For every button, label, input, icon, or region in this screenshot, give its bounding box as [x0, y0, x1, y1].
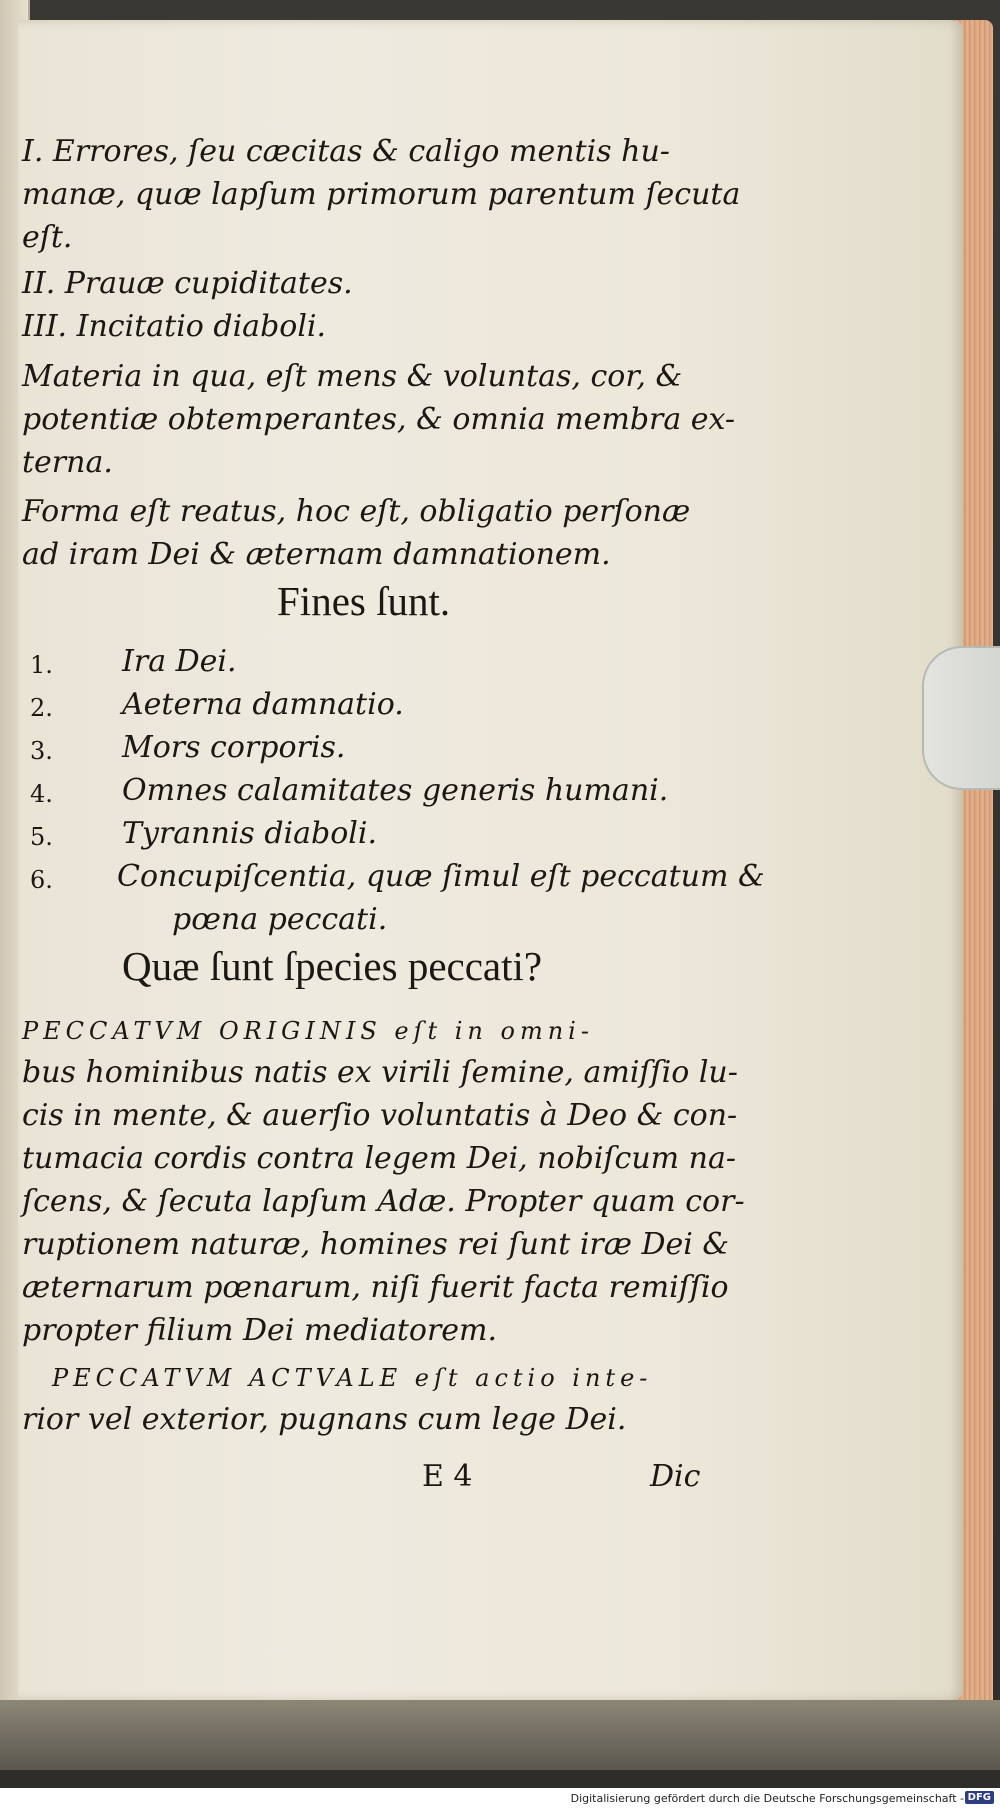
small-caps-line: PECCATVM ACTVALE eſt actio inte- — [52, 1364, 653, 1392]
fines-number: 2. — [30, 694, 53, 722]
fines-item: Ira Dei. — [122, 644, 237, 679]
page-clip — [922, 646, 1000, 790]
text-line: potentiæ obtemperantes, & omnia membra ex- — [22, 402, 736, 437]
text-line: terna. — [22, 445, 113, 480]
book-bottom-edge — [0, 1700, 1000, 1770]
text-line: bus hominibus natis ex virili ſemine, amiſſio lu- — [22, 1055, 738, 1090]
signature-mark: E 4 — [422, 1459, 473, 1494]
text-line: III. Incitatio diaboli. — [22, 309, 327, 344]
text-line: Forma eſt reatus, hoc eſt, obligatio perſonæ — [22, 494, 691, 529]
text-line: eſt. — [22, 220, 73, 255]
catchword: Dic — [650, 1459, 701, 1494]
fines-number: 5. — [30, 823, 53, 851]
fines-heading: Fines ſunt. — [277, 578, 451, 624]
fines-item: Mors corporis. — [122, 730, 346, 765]
text-line: propter filium Dei mediatorem. — [22, 1313, 498, 1348]
fines-number: 3. — [30, 737, 53, 765]
fines-item: Concupiſcentia, quæ ſimul eſt peccatum & — [117, 859, 765, 894]
text-line: II. Prauæ cupiditates. — [22, 266, 353, 301]
fines-item: Tyrannis diaboli. — [122, 816, 378, 851]
text-line: ruptionem naturæ, homines rei ſunt iræ Dei & — [22, 1227, 730, 1262]
fines-item-continued: pœna peccati. — [172, 902, 388, 937]
text-line: æternarum pœnarum, niſi fuerit facta remiſſio — [22, 1270, 729, 1305]
fines-item: Aeterna damnatio. — [122, 687, 404, 722]
dfg-logo: DFG — [965, 1791, 994, 1804]
fines-number: 4. — [30, 780, 53, 808]
species-heading: Quæ ſunt ſpecies peccati? — [122, 943, 543, 989]
fines-number: 6. — [30, 866, 53, 894]
text-line — [52, 1355, 652, 1400]
fines-item: Omnes calamitates generis humani. — [122, 773, 669, 808]
text-line: Materia in qua, eſt mens & voluntas, cor, & — [22, 359, 683, 394]
fines-number: 1. — [30, 651, 53, 679]
text-line: manæ, quæ lapſum primorum parentum ſecuta — [22, 177, 741, 212]
text-line: ad iram Dei & æternam damnationem. — [22, 537, 611, 572]
footer-credit: Digitalisierung gefördert durch die Deutsche Forschungsgemeinschaft - — [570, 1792, 964, 1805]
text-line: I. Errores, ſeu cæcitas & caligo mentis hu- — [22, 134, 670, 169]
text-line — [22, 1008, 594, 1053]
text-line: rior vel exterior, pugnans cum lege Dei. — [22, 1402, 627, 1437]
text-line: cis in mente, & auerſio voluntatis à Deo & con- — [22, 1098, 738, 1133]
text-line: tumacia cordis contra legem Dei, nobiſcum na- — [22, 1141, 736, 1176]
text-line: ſcens, & ſecuta lapſum Adæ. Propter quam cor- — [22, 1184, 745, 1219]
small-caps-line: PECCATVM ORIGINIS eſt in omni- — [22, 1017, 594, 1045]
